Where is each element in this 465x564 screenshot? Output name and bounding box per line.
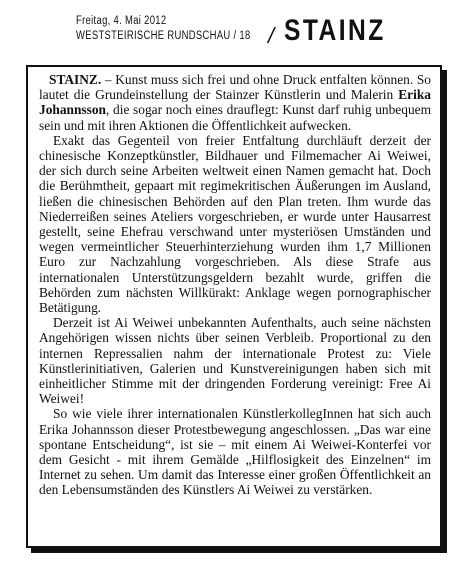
article-paragraph-3: Derzeit ist Ai Weiwei unbekannten Aufenthalts, auch seine nächsten Angehörigen wissen nichts über seinen Verbleib. Proportional zu den internen Repressalien nahm der internationale Protest zu: Viele Künstlerinitiativen, Galerien und Kunstvereinigungen haben sich mit einheitlicher Stimme mit der dringenden Forderung vereinigt: Free Ai Weiwei! <box>39 315 431 407</box>
article-paragraph-4: So wie viele ihrer internationalen KünstlerkollegInnen hat sich auch Erika Johannsson dieser Protestbewegung angeschlossen. „Das war eine spontane Entscheidung“, ist sie – mit einem Ai Weiwei-Konterfei vor dem Gesicht - mit ihrem Gemälde „Hilflosigkeit des Einzelnen“ im Internet zu sehen. Um damit das Interesse einer großen Öffentlichkeit an den Lebensumständen des Künstlers Ai Weiwei zu verstärken. <box>39 406 431 498</box>
section-title: STAINZ <box>284 14 386 47</box>
header-divider: / <box>268 23 275 48</box>
newspaper-source: WESTSTEIRISCHE RUNDSCHAU / 18 <box>76 30 251 42</box>
page-header <box>76 8 456 52</box>
issue-date: Freitag, 4. Mai 2012 <box>76 15 167 27</box>
artist-name: Erika Johannsson <box>39 87 431 118</box>
article-frame <box>26 65 442 548</box>
dateline: STAINZ. <box>49 72 102 87</box>
paragraph-1-text-b: , die sogar noch eines drauflegt: Kunst darf ruhig unbequem sein und mit ihren Aktionen die Öffentlichkeit aufwecken. <box>39 102 431 133</box>
paragraph-1-text-a: – Kunst muss sich frei und ohne Druck entfalten können. So lautet die Grundeinstellung der Stainzer Künstlerin und Malerin <box>39 72 431 103</box>
article-body <box>39 72 431 498</box>
article-paragraph-2: Exakt das Gegenteil von freier Entfaltung durchläuft derzeit der chinesische Konzeptkünstler, Bildhauer und Filmemacher Ai Weiwei, der sich durch seine Arbeiten weltweit einen Namen gemacht hat. Doch die Berühmtheit, gepaart mit regimekritischen Äußerungen im Ausland, ließen die chinesischen Behörden auf den Plan treten. Ihm wurde das Niederreißen seines Ateliers vorgeschrieben, er wurde unter Hausarrest gestellt, seine Ehefrau verschwand unter mysteriösen Umständen und wegen vermeintlicher Steuerhinterziehung wurden ihm 1,7 Millionen Euro zur Nachzahlung vorgeschrieben. Als diese Strafe aus internationalen Unterstützungsgeldern bezahlt wurde, griffen die Behörden zum nächsten Willkürakt: Anklage wegen pornographischer Betätigung. <box>39 132 431 316</box>
article-paragraph-1 <box>39 72 431 133</box>
